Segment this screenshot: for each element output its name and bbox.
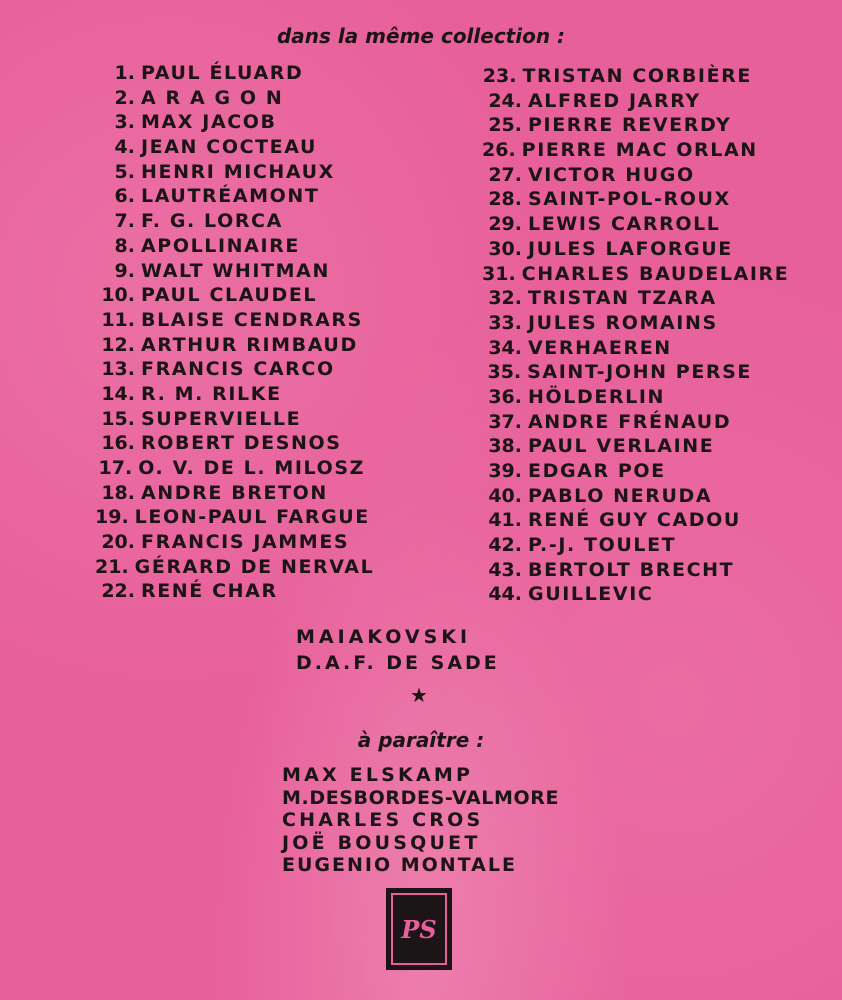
forthcoming-item: M.DESBORDES-VALMORE	[282, 786, 560, 809]
entry-author: PIERRE REVERDY	[528, 114, 732, 137]
collection-entry	[95, 136, 365, 161]
collection-entry	[482, 386, 752, 411]
monogram-icon: PS	[391, 893, 447, 965]
collection-entry	[95, 62, 365, 87]
entry-number: 12.	[101, 333, 135, 356]
collection-entry	[95, 284, 365, 309]
entry-author: PAUL ÉLUARD	[141, 62, 304, 84]
entry-number: 37.	[488, 410, 522, 433]
entry-author: SAINT-POL-ROUX	[528, 188, 731, 211]
entry-number: 28.	[488, 188, 522, 211]
collection-entry	[482, 213, 752, 238]
collection-entry	[482, 435, 752, 460]
entry-author: JULES ROMAINS	[528, 311, 718, 334]
entry-author: RENÉ GUY CADOU	[528, 509, 741, 532]
collection-entry	[95, 482, 365, 507]
collection-entry	[482, 287, 752, 312]
entry-number: 20.	[101, 531, 135, 554]
collection-entry	[482, 312, 752, 337]
entry-author: ROBERT DESNOS	[141, 432, 342, 455]
collection-entry	[95, 111, 365, 136]
collection-entry	[95, 334, 365, 359]
entry-author: TRISTAN TZARA	[528, 287, 717, 310]
entry-author: LAUTRÉAMONT	[141, 185, 320, 208]
collection-entry	[482, 361, 752, 386]
entry-number: 44.	[488, 583, 522, 606]
entry-number: 9.	[114, 259, 135, 282]
entry-number: 38.	[488, 435, 522, 458]
collection-entry	[95, 555, 375, 581]
entry-number: 7.	[114, 210, 135, 233]
entry-number: 13.	[101, 358, 135, 381]
entry-author: FRANCIS JAMMES	[141, 531, 350, 554]
entry-author: FRANCIS CARCO	[141, 358, 335, 381]
entry-number: 21.	[95, 555, 129, 578]
entry-number: 34.	[488, 336, 522, 359]
entry-number: 10.	[101, 284, 135, 307]
collection-entry	[95, 408, 365, 433]
entry-author: LEWIS CARROLL	[528, 213, 721, 236]
entry-author: BLAISE CENDRARS	[141, 308, 363, 331]
entry-number: 19.	[95, 506, 129, 529]
entry-number: 25.	[488, 114, 522, 137]
collection-entry	[95, 260, 365, 285]
forthcoming-item: EUGENIO MONTALE	[282, 854, 517, 876]
entry-number: 2.	[114, 86, 135, 109]
unnumbered-title: D.A.F. DE SADE	[296, 652, 500, 674]
entry-number: 17.	[98, 457, 133, 479]
collection-entry	[482, 509, 752, 534]
collection-entry	[482, 411, 752, 436]
unnumbered-title: MAIAKOVSKI	[296, 626, 472, 648]
entry-author: P.-J. TOULET	[528, 534, 677, 557]
entry-author: VICTOR HUGO	[528, 163, 695, 186]
collection-entry	[482, 460, 752, 485]
entry-author: ARTHUR RIMBAUD	[141, 333, 358, 356]
collection-entry	[95, 531, 365, 556]
collection-entry	[482, 65, 752, 90]
entry-author: A R A G O N	[141, 86, 284, 109]
entry-number: 36.	[488, 385, 522, 408]
entry-author: SUPERVIELLE	[141, 407, 302, 430]
collection-list-left	[95, 62, 375, 605]
entry-number: 18.	[101, 481, 135, 504]
forthcoming-item: JOË BOUSQUET	[282, 831, 481, 854]
entry-number: 3.	[114, 111, 135, 134]
entry-author: JEAN COCTEAU	[141, 136, 317, 159]
collection-entry	[482, 337, 752, 362]
entry-number: 4.	[114, 136, 135, 159]
entry-number: 16.	[101, 432, 135, 455]
entry-author: F. G. LORCA	[141, 210, 283, 233]
collection-entry	[482, 188, 752, 213]
entry-author: HÖLDERLIN	[528, 385, 666, 408]
star-separator-icon: ★	[410, 683, 428, 707]
collection-entry	[482, 238, 752, 263]
collection-entry	[482, 164, 752, 189]
collection-entry	[95, 235, 365, 260]
collection-entry	[95, 432, 365, 457]
entry-author: HENRI MICHAUX	[141, 160, 335, 183]
collection-entry	[95, 309, 365, 334]
entry-author: TRISTAN CORBIÈRE	[522, 65, 752, 87]
entry-author: RENÉ CHAR	[141, 580, 278, 603]
forthcoming-item: MAX ELSKAMP	[282, 764, 474, 786]
entry-author: PAUL CLAUDEL	[141, 284, 318, 307]
entry-number: 35.	[487, 361, 522, 384]
entry-number: 29.	[488, 213, 522, 236]
entry-number: 11.	[101, 308, 135, 331]
entry-author: PAUL VERLAINE	[528, 435, 715, 458]
entry-number: 6.	[114, 185, 135, 208]
entry-author: EDGAR POE	[528, 460, 666, 482]
forthcoming-item: CHARLES CROS	[282, 809, 484, 831]
entry-author: WALT WHITMAN	[141, 259, 330, 282]
entry-number: 15.	[101, 407, 135, 430]
collection-entry	[95, 506, 370, 531]
entry-author: BERTOLT BRECHT	[528, 558, 735, 581]
entry-number: 39.	[488, 460, 522, 482]
entry-number: 5.	[114, 160, 135, 183]
entry-number: 8.	[114, 234, 135, 257]
entry-number: 22.	[101, 580, 135, 603]
collection-entry	[95, 87, 365, 112]
entry-number: 24.	[488, 89, 522, 112]
entry-number: 14.	[101, 382, 135, 405]
entry-number: 31.	[482, 262, 516, 285]
entry-author: ANDRE BRETON	[141, 481, 328, 504]
collection-entry	[482, 485, 752, 510]
entry-author: GUILLEVIC	[528, 583, 654, 606]
collection-entry	[482, 583, 752, 608]
entry-number: 26.	[482, 139, 516, 162]
entry-number: 40.	[488, 484, 522, 507]
collection-entry	[95, 457, 365, 482]
collection-heading: dans la même collection :	[276, 24, 566, 48]
collection-entry	[95, 580, 365, 605]
publisher-logo-icon	[386, 888, 452, 970]
forthcoming-list	[282, 764, 559, 877]
collection-entry	[95, 383, 365, 408]
entry-number: 43.	[488, 558, 522, 581]
entry-number: 27.	[488, 163, 522, 186]
entry-author: PABLO NERUDA	[528, 484, 713, 507]
collection-entry	[482, 262, 790, 288]
collection-entry	[482, 534, 752, 559]
entry-author: SAINT-JOHN PERSE	[527, 361, 752, 384]
entry-author: ANDRE FRÉNAUD	[528, 410, 732, 433]
entry-author: CHARLES BAUDELAIRE	[521, 262, 790, 285]
collection-entry	[482, 559, 752, 584]
collection-entry	[95, 185, 365, 210]
entry-number: 41.	[488, 509, 522, 532]
entry-author: PIERRE MAC ORLAN	[521, 139, 758, 162]
entry-author: MAX JACOB	[141, 111, 277, 134]
entry-number: 42.	[488, 534, 522, 557]
entry-author: JULES LAFORGUE	[528, 237, 733, 260]
collection-entry	[482, 90, 752, 115]
entry-number: 30.	[488, 237, 522, 260]
collection-entry	[482, 114, 752, 139]
entry-author: R. M. RILKE	[141, 382, 282, 405]
collection-list-right	[482, 65, 790, 608]
entry-number: 23.	[482, 65, 517, 87]
entry-number: 1.	[114, 62, 135, 84]
entry-author: APOLLINAIRE	[141, 234, 300, 257]
entry-author: LEON-PAUL FARGUE	[134, 506, 370, 529]
entry-author: O. V. DE L. MILOSZ	[138, 457, 365, 479]
collection-entry	[482, 139, 758, 164]
collection-entry	[95, 210, 365, 235]
entry-author: ALFRED JARRY	[528, 89, 701, 112]
entry-author: VERHAEREN	[528, 336, 672, 359]
collection-entry	[95, 358, 365, 383]
collection-entry	[95, 161, 365, 186]
forthcoming-heading: à paraître :	[357, 728, 485, 752]
entry-number: 32.	[488, 287, 522, 310]
entry-author: GÉRARD DE NERVAL	[134, 555, 375, 578]
entry-number: 33.	[488, 311, 522, 334]
